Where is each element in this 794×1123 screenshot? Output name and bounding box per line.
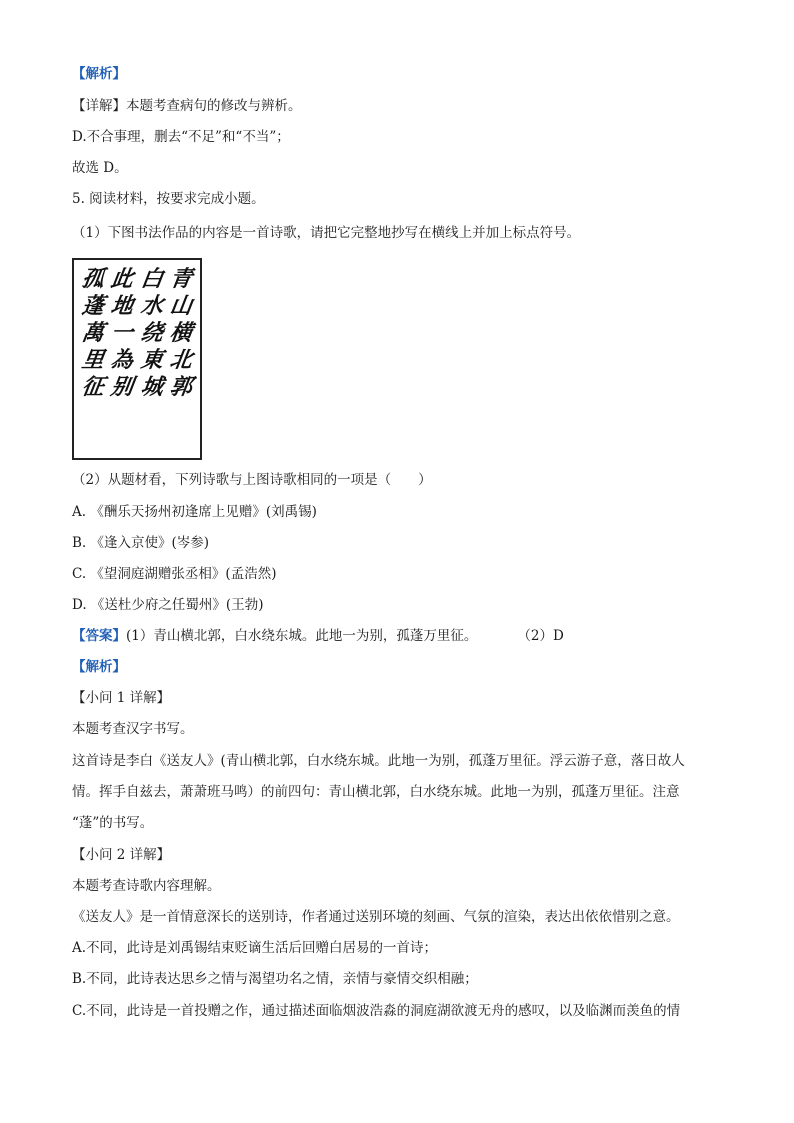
option-c [72,564,276,584]
question-5 [72,189,265,209]
calligraphy-char: 萬 [79,320,106,346]
option-d-text: D.不合事理，删去“不足”和“不当”； [72,129,290,145]
option-d-label: D. 《送杜少府之任蜀州》(王勃) [72,597,264,613]
option-c-text: C. 《望洞庭湖赠张丞相》(孟浩然) [72,566,277,582]
option-d [72,595,263,615]
question-5-2-text: （2）从题材看，下列诗歌与上图诗歌相同的一项是（ ） [72,472,432,488]
calligraphy-char: 此 [109,266,136,292]
content-text: 本题考查诗歌内容理解。 [72,878,221,894]
calligraphy-char: 山 [168,293,195,319]
sub-question-1-heading [72,688,170,708]
detail-text: 【详解】本题考查病句的修改与辨析。 [72,98,302,114]
question-5-1-text: （1）下图书法作品的内容是一首诗歌，请把它完整地抄写在横线上并加上标点符号。 [72,225,581,241]
answer-tag: 【答案】 [72,628,126,644]
explanation-c-text: C.不同，此诗是一首投赠之作，通过描述面临烟波浩淼的洞庭湖欲渡无舟的感叹，以及临渊而羡鱼的情 [72,1003,681,1019]
calligraphy-image [72,258,202,460]
calligraphy-column-2 [138,266,165,450]
calligraphy-char: 水 [138,293,165,319]
sub-question-2-text: 【小问 2 详解】 [72,847,171,863]
calligraphy-char: 東 [138,347,165,373]
detail-line [72,96,302,116]
answer-1-text: (1）青山横北郭，白水绕东城。此地一为别，孤蓬万里征。 [126,628,478,644]
answer-2-text: （2）D [517,628,564,644]
calligraphy-char: 北 [168,347,195,373]
poem-text-1: 这首诗是李白《送友人》(青山横北郭，白水绕东城。此地一为别，孤蓬万里征。浮云游子意，落日故人 [72,753,685,769]
answer-line [72,626,564,646]
poem-line-3 [72,813,153,833]
calligraphy-char: 横 [168,320,195,346]
song-you-ren-line [72,907,680,927]
calligraphy-char: 别 [109,374,136,400]
calligraphy-char: 蓬 [79,293,106,319]
option-b-text: B. 《逢入京使》(岑参) [72,535,210,551]
explanation-b-text: B.不同，此诗表达思乡之情与渴望功名之情，亲情与豪情交织相融； [72,971,478,987]
poem-text-2: 情。挥手自兹去，萧萧班马鸣）的前四句：青山横北郭，白水绕东城。此地一为别，孤蓬万里征。注意 [72,784,680,800]
calligraphy-char: 為 [109,347,136,373]
question-5-1 [72,223,580,243]
poem-line-1 [72,751,685,771]
option-b [72,533,209,553]
hanzi-text: 本题考查汉字书写。 [72,721,194,737]
sub-question-2-heading [72,845,170,865]
calligraphy-column-1 [168,266,195,450]
analysis-tag: 【解析】 [72,66,126,82]
calligraphy-char: 征 [79,374,106,400]
option-a [72,502,317,522]
hanzi-line [72,719,194,739]
calligraphy-char: 里 [79,347,106,373]
calligraphy-char: 白 [138,266,165,292]
explanation-c [72,1001,680,1021]
content-line [72,876,221,896]
explanation-a [72,938,437,958]
calligraphy-column-4 [79,266,106,450]
question-5-2 [72,470,432,490]
explanation-b [72,969,478,989]
calligraphy-char: 绕 [138,320,165,346]
calligraphy-char: 孤 [79,266,106,292]
option-d-explanation [72,127,290,147]
choose-d-text: 故选 D。 [72,160,128,176]
calligraphy-char: 青 [168,266,195,292]
sub-question-1-text: 【小问 1 详解】 [72,690,171,706]
poem-line-2 [72,782,680,802]
analysis-heading-2 [72,657,126,677]
song-you-ren-text: 《送友人》是一首情意深长的送别诗，作者通过送别环境的刻画、气氛的渲染，表达出依依惜别之意。 [72,909,680,925]
poem-text-3: “蓬”的书写。 [72,815,154,831]
question-5-text: 5. 阅读材料，按要求完成小题。 [72,191,265,207]
calligraphy-char: 一 [109,320,136,346]
explanation-a-text: A.不同，此诗是刘禹锡结束贬谪生活后回赠白居易的一首诗； [72,940,438,956]
option-a-text: A. 《酬乐天扬州初逢席上见赠》(刘禹锡) [72,504,317,520]
analysis-heading [72,64,126,84]
calligraphy-char: 郭 [168,374,195,400]
analysis-tag-2: 【解析】 [72,659,126,675]
choose-d-line [72,158,128,178]
calligraphy-char: 城 [138,374,165,400]
calligraphy-column-3 [109,266,136,450]
calligraphy-char: 地 [109,293,136,319]
